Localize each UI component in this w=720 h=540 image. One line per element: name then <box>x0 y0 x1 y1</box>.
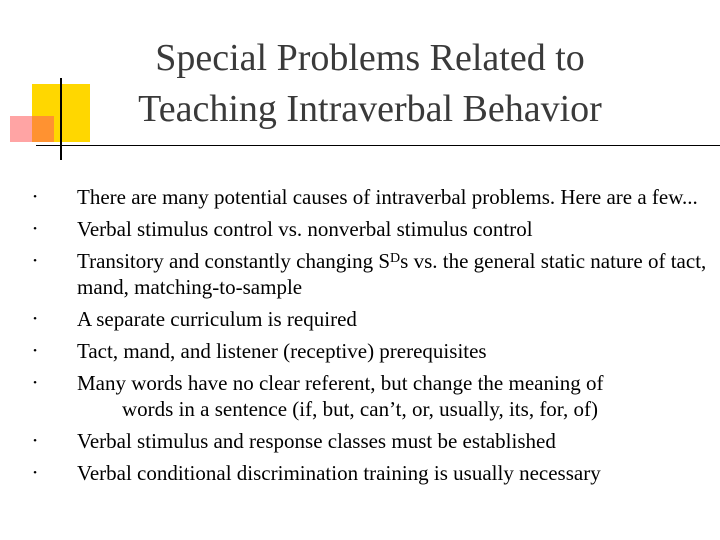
bullet-icon: • <box>33 313 37 325</box>
bullet-text <box>77 248 710 300</box>
bullet-text: Tact, mand, and listener (receptive) prerequisites <box>77 339 487 363</box>
logo-vertical-line <box>60 78 62 160</box>
bullet-icon: • <box>33 223 37 235</box>
bullet-item <box>30 460 710 486</box>
bullet-text-continuation: words in a sentence (if, but, can’t, or, usually, its, for, of) <box>122 397 598 421</box>
bullet-icon: • <box>33 467 37 479</box>
bullet-text: A separate curriculum is required <box>77 307 357 331</box>
bullet-text: Verbal stimulus and response classes must be established <box>77 429 556 453</box>
bullet-item <box>30 338 710 364</box>
title-divider-line <box>36 145 720 146</box>
bullet-text-part: Transitory and constantly changing S <box>77 249 391 273</box>
bullet-item <box>30 216 710 242</box>
bullet-list <box>30 184 710 492</box>
bullet-icon: • <box>33 435 37 447</box>
bullet-text: Verbal conditional discrimination training is usually necessary <box>77 461 601 485</box>
title-line-2: Teaching Intraverbal Behavior <box>138 88 602 130</box>
bullet-text: Verbal stimulus control vs. nonverbal stimulus control <box>77 217 533 241</box>
slide-title <box>80 33 660 135</box>
bullet-text: Many words have no clear referent, but change the meaning of <box>77 371 604 395</box>
bullet-icon: • <box>33 255 37 267</box>
bullet-item <box>30 248 710 300</box>
bullet-item <box>30 306 710 332</box>
bullet-item <box>30 184 710 210</box>
logo-red-bar <box>10 116 54 142</box>
title-line-1: Special Problems Related to <box>155 37 585 79</box>
bullet-item <box>30 370 710 422</box>
bullet-icon: • <box>33 345 37 357</box>
bullet-icon: • <box>33 377 37 389</box>
bullet-icon: • <box>33 191 37 203</box>
bullet-text-part: s vs. the general static nature of tact, mand, matching-to-sample <box>77 249 707 299</box>
bullet-text: There are many potential causes of intraverbal problems. Here are a few... <box>77 185 698 209</box>
superscript-d: D <box>390 251 401 266</box>
bullet-item <box>30 428 710 454</box>
